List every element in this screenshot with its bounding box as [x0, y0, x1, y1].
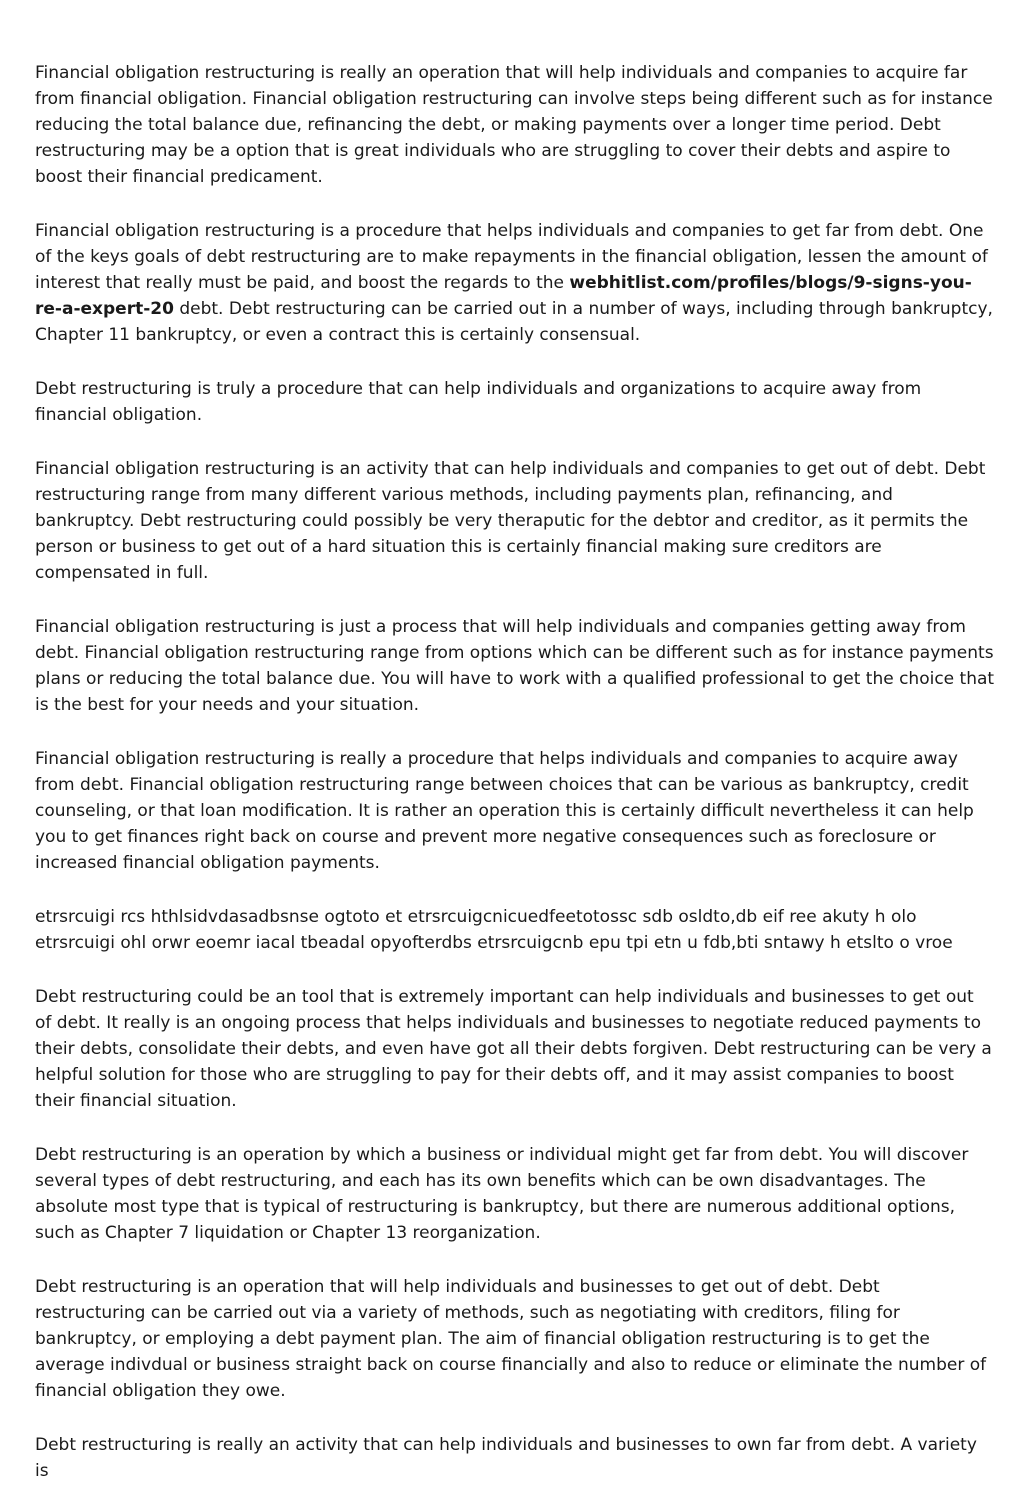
- paragraph-10: Debt restructuring is an operation that will help individuals and businesses to get out of debt. Debt restructuring can be carried out via a variety of methods, such as negotiating with creditors, filing for bankruptcy, or employing a debt payment plan. The aim of financial obligation restructuring is to get the average indivdual or business straight back on course financially and also to reduce or eliminate the number of financial obligation they owe.: [35, 1277, 987, 1401]
- paragraph-2-text-after: debt. Debt restructuring can be carried out in a number of ways, including through bankruptcy, Chapter 11 bankruptcy, or even a contract this is certainly consensual.: [35, 299, 993, 345]
- paragraph-9: Debt restructuring is an operation by which a business or individual might get far from debt. You will discover several types of debt restructuring, and each has its own benefits which can be own disadvantages. The absolute most type that is typical of restructuring is bankruptcy, but there are numerous additional options, such as Chapter 7 liquidation or Chapter 13 reorganization.: [35, 1145, 969, 1243]
- paragraph-1: Financial obligation restructuring is really an operation that will help individuals and companies to acquire far from financial obligation. Financial obligation restructuring can involve steps being different such as for instance reducing the total balance due, refinancing the debt, or making payments over a longer time period. Debt restructuring may be a option that is great individuals who are struggling to cover their debts and aspire to boost their financial predicament.: [35, 63, 993, 187]
- paragraph-2-text-before: Financial obligation restructuring is a procedure that helps individuals and companies to get far from debt. One of the keys goals of debt restructuring are to make repayments in the financial obligation, lessen the amount of interest that really must be paid, and boost the regards to the: [35, 221, 988, 293]
- blog-link[interactable]: webhitlist.com/profiles/blogs/9-signs-you-re-a-expert-20: [35, 273, 972, 319]
- document-body: [35, 60, 995, 1512]
- paragraph-5: Financial obligation restructuring is just a process that will help individuals and companies getting away from debt. Financial obligation restructuring range from options which can be different such as for instance payments plans or reducing the total balance due. You will have to work with a qualified professional to get the choice that is the best for your needs and your situation.: [35, 617, 995, 715]
- paragraph-7: etrsrcuigi rcs hthlsidvdasadbsnse ogtoto et etrsrcuigcnicuedfeetotossc sdb osldto,db eif ree akuty h olo etrsrcuigi ohl orwr eoemr iacal tbeadal opyofterdbs etrsrcuigcnb epu tpi etn u fdb,bti sntawy h etslto o vroe: [35, 907, 953, 953]
- paragraph-4: Financial obligation restructuring is an activity that can help individuals and companies to get out of debt. Debt restructuring range from many different various methods, including payments plan, refinancing, and bankruptcy. Debt restructuring could possibly be very theraputic for the debtor and creditor, as it permits the person or business to get out of a hard situation this is certainly financial making sure creditors are compensated in full.: [35, 459, 986, 583]
- paragraph-3: Debt restructuring is truly a procedure that can help individuals and organizations to acquire away from financial obligation.: [35, 379, 922, 425]
- paragraph-2: [35, 218, 995, 348]
- paragraph-8: Debt restructuring could be an tool that is extremely important can help individuals and businesses to get out of debt. It really is an ongoing process that helps individuals and businesses to negotiate reduced payments to their debts, consolidate their debts, and even have got all their debts forgiven. Debt restructuring can be very a helpful solution for those who are struggling to pay for their debts off, and it may assist companies to boost their financial situation.: [35, 987, 992, 1111]
- paragraph-6: Financial obligation restructuring is really a procedure that helps individuals and companies to acquire away from debt. Financial obligation restructuring range between choices that can be various as bankruptcy, credit counseling, or that loan modification. It is rather an operation this is certainly difficult nevertheless it can help you to get finances right back on course and prevent more negative consequences such as foreclosure or increased financial obligation payments.: [35, 749, 974, 873]
- paragraph-11: Debt restructuring is really an activity that can help individuals and businesses to own far from debt. A variety is: [35, 1435, 977, 1481]
